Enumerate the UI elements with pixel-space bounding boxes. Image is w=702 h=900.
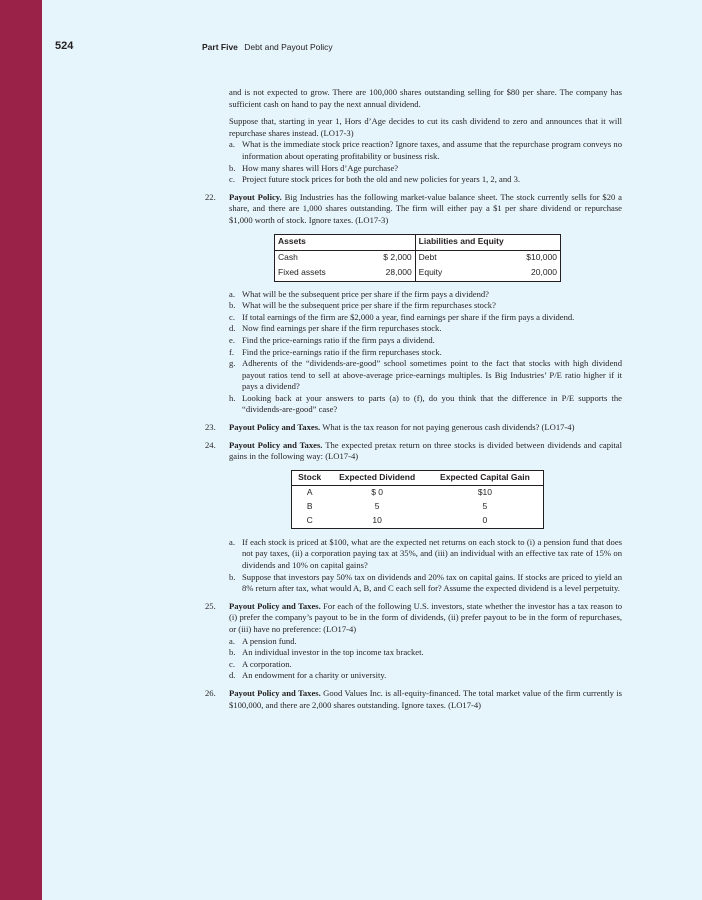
- running-head: [202, 42, 333, 52]
- list-item: a. A pension fund.: [229, 635, 297, 646]
- question-26: [205, 687, 623, 711]
- question-24: [205, 439, 622, 595]
- list-item: b. Suppose that investors pay 50% tax on dividends and 20% tax on capital gains. If stocks are priced to yield an 8% return after tax, what would A, B, and C each sell for? Assume the expected dividend is a level perpetuity.: [229, 571, 622, 594]
- question-text: Payout Policy and Taxes. For each of the following U.S. investors, state whether the investor has a tax reason to (i) prefer the company’s payout to be in the form of dividends, (ii) prefer payout to be in the form of repurchases, or (iii) have no preference: (LO17-4): [229, 600, 622, 634]
- table-row: Fixed assets 28,000 Equity 20,000: [275, 266, 561, 282]
- intro-subquestions: [229, 139, 622, 185]
- question-25-subquestions: [229, 636, 622, 682]
- list-item: b. An individual investor in the top income tax bracket.: [229, 647, 424, 658]
- list-item: c. Project future stock prices for both the old and new policies for years 1, 2, and 3.: [229, 174, 521, 185]
- liabilities-header: Liabilities and Equity: [415, 234, 560, 250]
- list-item: a. What will be the subsequent price per share if the firm pays a dividend?: [229, 288, 489, 299]
- question-title: Payout Policy and Taxes.: [229, 422, 321, 433]
- list-item: e. Find the price-earnings ratio if the firm pays a dividend.: [229, 334, 435, 345]
- list-item: c. A corporation.: [229, 658, 292, 669]
- table-row: Cash $ 2,000 Debt $10,000: [275, 250, 561, 266]
- question-number: 26.: [205, 687, 216, 698]
- list-item: c. If total earnings of the firm are $2,000 a year, find earnings per share if the firm pays a dividend.: [229, 311, 575, 322]
- table-header-row: [275, 234, 561, 250]
- book-spine-band: [0, 0, 42, 900]
- list-item: b. How many shares will Hors d’Age purchase?: [229, 162, 399, 173]
- question-number: 23.: [205, 422, 216, 433]
- intro-paragraph-1: and is not expected to grow. There are 100,000 shares outstanding selling for $80 per share. The company has sufficient cash on hand to pay the next annual dividend.: [229, 87, 622, 109]
- table-header-row: Stock Expected Dividend Expected Capital Gain: [292, 470, 544, 485]
- list-item: f. Find the price-earnings ratio if the firm repurchases stock.: [229, 346, 442, 357]
- question-number: 25.: [205, 600, 216, 611]
- list-item: a. If each stock is priced at $100, what are the expected net returns on each stock to (i) a pension fund that does not pay taxes, (ii) a corporation paying tax at 35%, and (iii) an individual with an effective tax rate of 15% on dividends and 10% on capital gains?: [229, 536, 622, 571]
- part-label: Part Five: [202, 42, 238, 52]
- question-number: 22.: [205, 191, 216, 202]
- table-row: A $ 0 $10: [306, 487, 493, 498]
- list-item: d. An endowment for a charity or university.: [229, 670, 387, 681]
- question-title: Payout Policy and Taxes.: [229, 687, 321, 698]
- intro-paragraph-2: Suppose that, starting in year 1, Hors d’Age decides to cut its cash dividend to zero and announces that it will repurchase shares instead. (LO17-3): [229, 116, 622, 138]
- question-22-subquestions: [229, 289, 622, 417]
- page-number: 524: [55, 40, 74, 52]
- question-number: 24.: [205, 439, 216, 450]
- list-item: h. Looking back at your answers to parts (a) to (f), do you think that the difference in P/E supports the “dividends-are-good” case?: [229, 392, 622, 415]
- question-title: Payout Policy and Taxes.: [229, 439, 323, 450]
- balance-sheet-table: [274, 234, 561, 282]
- part-title: Debt and Payout Policy: [244, 42, 333, 52]
- question-title: Payout Policy.: [229, 191, 282, 202]
- list-item: g. Adherents of the “dividends-are-good” school sometimes point to the fact that stocks with high dividend payout ratios tend to sell at above-average price-earnings multiples. Is Big Industries’ P/E ratio higher if it pays a dividend?: [229, 358, 622, 392]
- question-text: Payout Policy and Taxes. What is the tax reason for not paying generous cash dividends? (LO17-4): [229, 422, 575, 433]
- assets-header: Assets: [275, 234, 416, 250]
- question-text: Payout Policy. Big Industries has the following market-value balance sheet. The stock currently sells for $20 a share, and there are 1,000 shares outstanding. The firm will either pay a $1 per share dividend or repurchase $1,000 worth of stock. Ignore taxes. (LO17-3): [229, 191, 622, 225]
- question-24-subquestions: [229, 537, 622, 595]
- question-23: [205, 422, 622, 434]
- table-row: C 10 0: [306, 515, 488, 526]
- list-item: a. What is the immediate stock price reaction? Ignore taxes, and assume that the repurchase program conveys no information about operating profitability or business risk.: [229, 139, 622, 161]
- list-item: d. Now find earnings per share if the firm repurchases stock.: [229, 323, 442, 334]
- list-item: b. What will be the subsequent price per share if the firm repurchases stock?: [229, 300, 496, 311]
- question-text: Payout Policy and Taxes. The expected pretax return on three stocks is divided between dividends and capital gains in the following way: (LO17-4): [229, 439, 622, 462]
- page-content: [205, 87, 623, 711]
- table-row: B 5 5: [306, 501, 488, 512]
- returns-table: [291, 470, 544, 529]
- question-25: [205, 600, 622, 682]
- question-text: Payout Policy and Taxes. Good Values Inc. is all-equity-financed. The total market value of the firm currently is $100,000, and there are 2,000 shares outstanding. Ignore taxes. (LO17-4): [229, 687, 623, 710]
- question-title: Payout Policy and Taxes.: [229, 600, 321, 611]
- question-22: [205, 191, 622, 416]
